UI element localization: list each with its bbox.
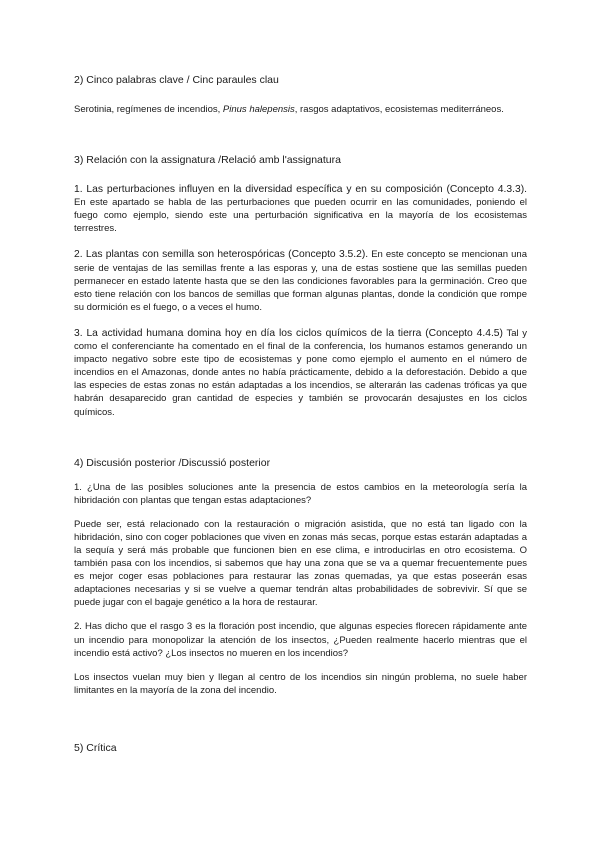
relation-item-1-lead: 1. Las perturbaciones influyen en la diversidad específica y en su composición (Concepto 4.3.3). xyxy=(74,184,527,196)
discussion-answer-2: Los insectos vuelan muy bien y llegan al centro de los incendios sin ningún problema, no suele haber limitantes en la mayoría de la zona del incendio. xyxy=(74,671,527,696)
keywords-text-end: , rasgos adaptativos, ecosistemas mediterráneos. xyxy=(294,104,504,115)
relation-item-1-body: En este apartado se habla de las perturbaciones que pueden ocurrir en las comunidades, poniendo el fuego como ejemplo, siendo este una perturbación significativa en la mayoría de los ecosistemas terrestres. xyxy=(74,197,527,235)
keywords-species: Pinus halepensis xyxy=(222,104,295,115)
relation-item-2-body: En este concepto se mencionan una serie de ventajas de las semillas frente a las esporas y, una de estas sostiene que las semillas pueden permanecer en estado latente hasta que se den las condiciones favorables para la germinación. Creo que esto tiene relación con los bancos de semillas que forman algunas plantas, donde la condición que rompe su dormición es el fuego, o a veces el humo. xyxy=(74,249,527,313)
keywords-text xyxy=(74,103,527,116)
discussion-answer-1: Puede ser, está relacionado con la restauración o migración asistida, que no está tan ligado con la hibridación, sino con coger poblaciones que viven en zonas más secas, porque estas estarán adaptadas a la sequía y será más probable que funcionen bien en ese clima, e introducirlas en otro ecosistema. O también pasa con los incendios, si sabemos que hay una zona que se va a quemar frecuentemente pues es mejor coger esas poblaciones para restaurar las zonas quemadas, ya que estas poseerán esas adaptaciones necesarias y si se vuelve a quemar tendrán altas probabilidades de sobrevivir. Sí que se puede jugar con el bagaje genético a la hora de restaurar. xyxy=(74,518,527,609)
keywords-text-start: Serotinia, regímenes de incendios, xyxy=(74,104,223,115)
discussion-heading: 4) Discusión posterior /Discussió posterior xyxy=(74,456,271,469)
discussion-question-2: 2. Has dicho que el rasgo 3 es la floración post incendio, que algunas especies florecen rápidamente ante un incendio para monopolizar la atención de los insectos, ¿Pueden realmente hacerlo mientras que el incendio está activo? ¿Los insectos no mueren en los incendios? xyxy=(74,621,527,659)
keywords-heading: 2) Cinco palabras clave / Cinc paraules clau xyxy=(74,74,279,86)
relation-item-1 xyxy=(74,183,527,235)
relation-item-2-lead: 2. Las plantas con semilla son heterospóricas (Concepto 3.5.2). xyxy=(74,249,369,261)
relation-item-2 xyxy=(74,248,527,313)
critique-heading: 5) Crítica xyxy=(74,741,117,754)
relation-item-3-lead: 3. La actividad humana domina hoy en día los ciclos químicos de la tierra (Concepto 4.4.5) xyxy=(74,327,503,339)
relation-item-3-body: Tal y como el conferenciante ha comentado en el final de la conferencia, los humanos estamos generando un impacto negativo sobre este tipo de ecosistemas y pone como ejemplo el aumento en el número de incendios en el Amazonas, donde antes no había prácticamente, debido a la deforestación. Debido a que las especies de estas zonas no están adaptadas a los incendios, se alterarán las cadenas tróficas ya que habrán desaparecido gran cantidad de especies y también se provocarán desajustes en los ciclos químicos. xyxy=(74,327,527,418)
relation-heading: 3) Relación con la assignatura /Relació amb l'assignatura xyxy=(74,154,341,167)
discussion-question-1: 1. ¿Una de las posibles soluciones ante la presencia de estos cambios en la meteorología sería la hibridación con plantas que tengan estas adaptaciones? xyxy=(74,481,527,506)
relation-item-3 xyxy=(74,327,527,419)
document-content xyxy=(74,73,527,755)
